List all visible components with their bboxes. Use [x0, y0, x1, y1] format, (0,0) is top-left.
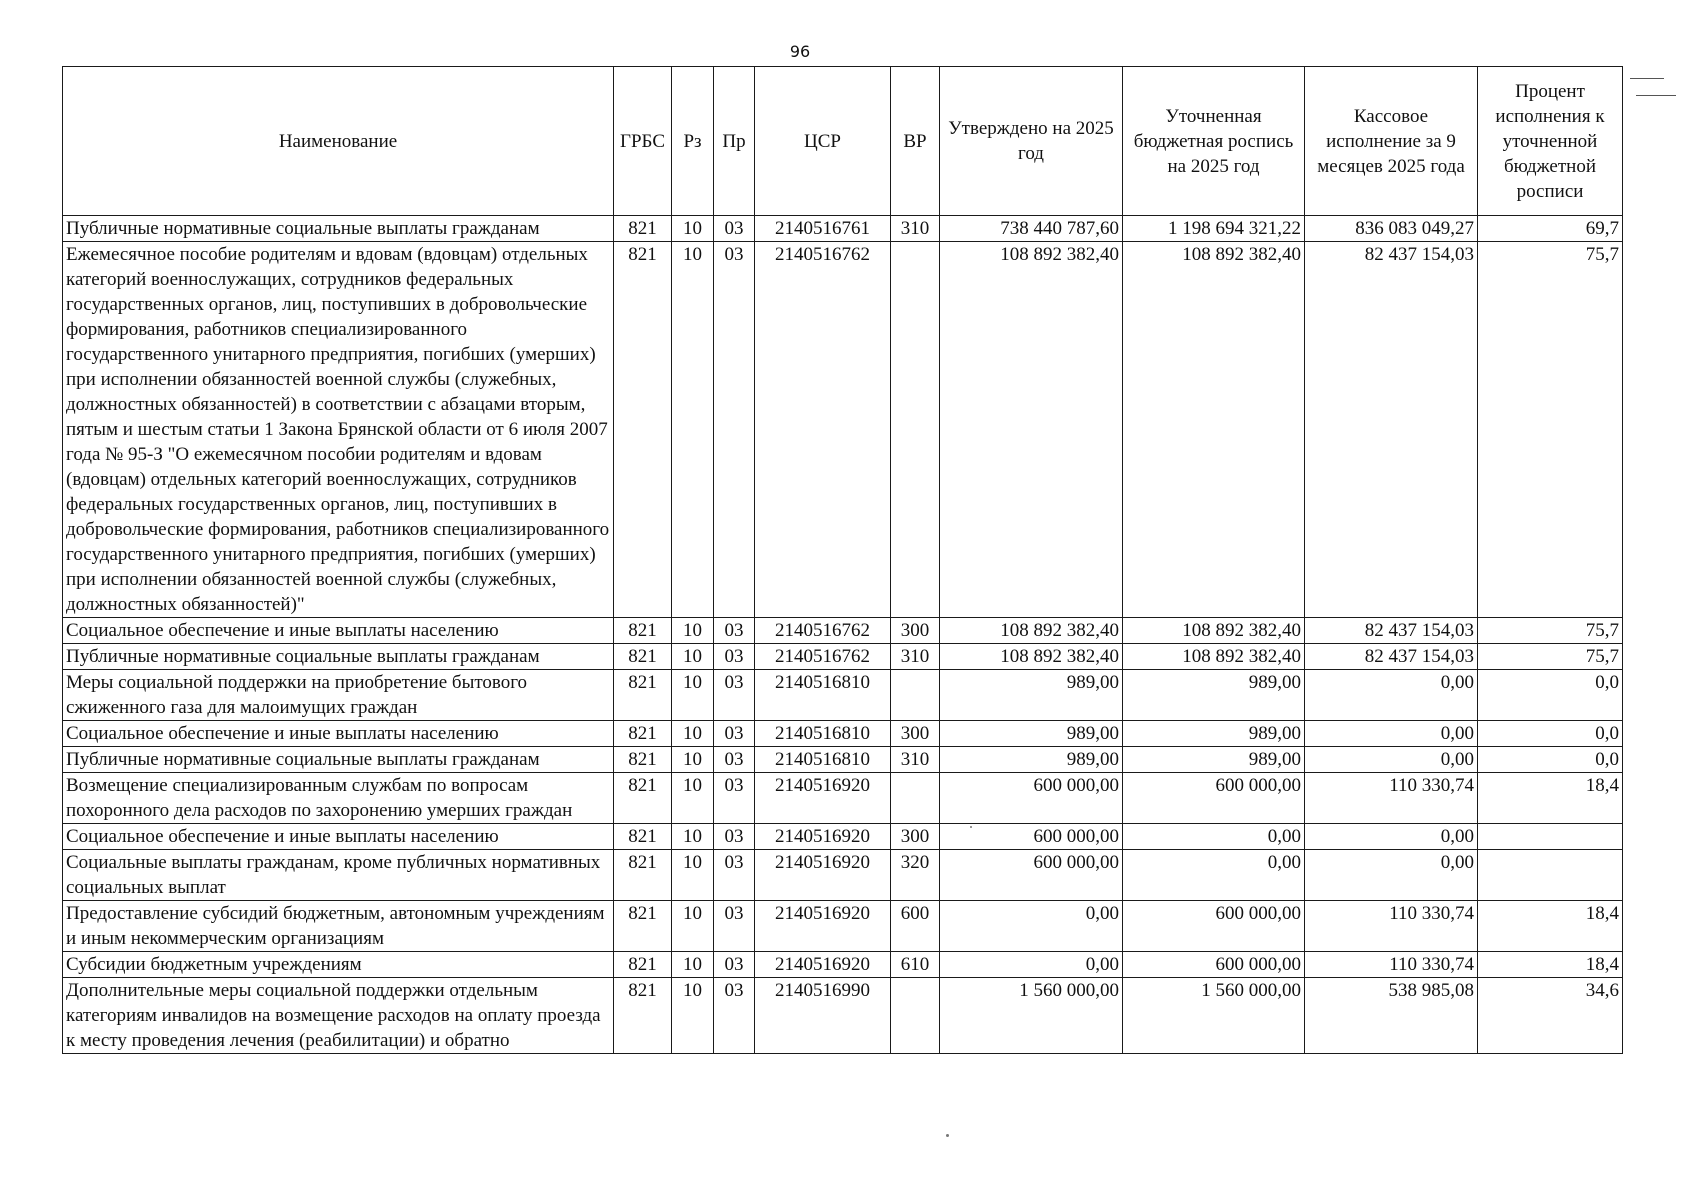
- row-rz: 10: [672, 242, 714, 618]
- row-name: Предоставление субсидий бюджетным, автономным учреждениям и иным некоммерческим организациям: [63, 901, 614, 952]
- table-row: [63, 216, 1623, 242]
- row-approved: 600 000,00: [940, 773, 1123, 824]
- row-name: Публичные нормативные социальные выплаты гражданам: [63, 644, 614, 670]
- row-percent: 75,7: [1478, 618, 1623, 644]
- row-approved: 1 560 000,00: [940, 978, 1123, 1054]
- row-vr: [891, 773, 940, 824]
- row-percent: 18,4: [1478, 901, 1623, 952]
- row-vr: [891, 242, 940, 618]
- row-grbs: 821: [614, 773, 672, 824]
- row-cash: 0,00: [1305, 824, 1478, 850]
- table-row: [63, 242, 1623, 618]
- row-name: Дополнительные меры социальной поддержки отдельным категориям инвалидов на возмещение расходов на оплату проезда к месту проведения лечения (реабилитации) и обратно: [63, 978, 614, 1054]
- row-approved: 600 000,00: [940, 824, 1123, 850]
- row-name: Меры социальной поддержки на приобретение бытового сжиженного газа для малоимущих граждан: [63, 670, 614, 721]
- row-vr: 610: [891, 952, 940, 978]
- row-approved: 0,00: [940, 901, 1123, 952]
- row-csr: 2140516920: [755, 773, 891, 824]
- row-refined: 0,00: [1123, 850, 1305, 901]
- row-approved: 108 892 382,40: [940, 644, 1123, 670]
- row-csr: 2140516762: [755, 644, 891, 670]
- table-row: [63, 618, 1623, 644]
- row-rz: 10: [672, 216, 714, 242]
- row-refined: 989,00: [1123, 721, 1305, 747]
- row-percent: 18,4: [1478, 773, 1623, 824]
- row-rz: 10: [672, 824, 714, 850]
- row-csr: 2140516920: [755, 850, 891, 901]
- row-vr: 310: [891, 644, 940, 670]
- row-name: Публичные нормативные социальные выплаты гражданам: [63, 747, 614, 773]
- table-row: [63, 824, 1623, 850]
- scan-dot: [946, 1134, 949, 1137]
- row-pr: 03: [714, 242, 755, 618]
- row-cash: 0,00: [1305, 721, 1478, 747]
- row-csr: 2140516762: [755, 242, 891, 618]
- header-percent: Процент исполнения к уточненной бюджетной росписи: [1478, 67, 1623, 216]
- row-rz: 10: [672, 721, 714, 747]
- row-grbs: 821: [614, 978, 672, 1054]
- row-name: Социальное обеспечение и иные выплаты населению: [63, 721, 614, 747]
- row-vr: 300: [891, 824, 940, 850]
- page-number: 96: [789, 42, 811, 61]
- header-cash: Кассовое исполнение за 9 месяцев 2025 года: [1305, 67, 1478, 216]
- row-vr: 310: [891, 216, 940, 242]
- row-rz: 10: [672, 952, 714, 978]
- row-name: Ежемесячное пособие родителям и вдовам (вдовцам) отдельных категорий военнослужащих, сотрудников федеральных государственных органов, лиц, поступивших в добровольческие формирования, работников специализированного государственного унитарного предприятия, погибших (умерших) при исполнении обязанностей военной службы (служебных, должностных обязанностей) в соответствии с абзацами вторым, пятым и шестым статьи 1 Закона Брянской области от 6 июля 2007 года № 95-З "О ежемесячном пособии родителям и вдовам (вдовцам) отдельных категорий военнослужащих, сотрудников федеральных государственных органов, лиц, поступивших в добровольческие формирования, работников специализированного государственного унитарного предприятия, погибших (умерших) при исполнении обязанностей военной службы (служебных, должностных обязанностей)": [63, 242, 614, 618]
- row-percent: 0,0: [1478, 721, 1623, 747]
- row-vr: 300: [891, 721, 940, 747]
- row-csr: 2140516762: [755, 618, 891, 644]
- row-name: Публичные нормативные социальные выплаты гражданам: [63, 216, 614, 242]
- row-approved: 738 440 787,60: [940, 216, 1123, 242]
- row-vr: 300: [891, 618, 940, 644]
- row-cash: 538 985,08: [1305, 978, 1478, 1054]
- row-cash: 0,00: [1305, 747, 1478, 773]
- row-percent: 0,0: [1478, 670, 1623, 721]
- row-approved: 0,00: [940, 952, 1123, 978]
- row-pr: 03: [714, 747, 755, 773]
- row-rz: 10: [672, 978, 714, 1054]
- row-grbs: 821: [614, 850, 672, 901]
- row-cash: 0,00: [1305, 850, 1478, 901]
- row-pr: 03: [714, 216, 755, 242]
- row-approved: 600 000,00: [940, 850, 1123, 901]
- row-grbs: 821: [614, 721, 672, 747]
- row-refined: 108 892 382,40: [1123, 618, 1305, 644]
- margin-mark: [1630, 78, 1664, 79]
- row-cash: 836 083 049,27: [1305, 216, 1478, 242]
- table-row: [63, 670, 1623, 721]
- row-percent: 75,7: [1478, 242, 1623, 618]
- row-pr: 03: [714, 670, 755, 721]
- row-grbs: 821: [614, 952, 672, 978]
- row-pr: 03: [714, 721, 755, 747]
- row-approved: 989,00: [940, 721, 1123, 747]
- row-vr: 310: [891, 747, 940, 773]
- row-csr: 2140516810: [755, 747, 891, 773]
- row-rz: 10: [672, 747, 714, 773]
- row-percent: 34,6: [1478, 978, 1623, 1054]
- row-cash: 110 330,74: [1305, 773, 1478, 824]
- row-approved: 989,00: [940, 670, 1123, 721]
- row-approved: 989,00: [940, 747, 1123, 773]
- row-percent: 18,4: [1478, 952, 1623, 978]
- row-refined: 108 892 382,40: [1123, 242, 1305, 618]
- header-grbs: ГРБС: [614, 67, 672, 216]
- row-csr: 2140516920: [755, 824, 891, 850]
- row-refined: 1 560 000,00: [1123, 978, 1305, 1054]
- row-vr: 320: [891, 850, 940, 901]
- header-refined: Уточненная бюджетная роспись на 2025 год: [1123, 67, 1305, 216]
- row-name: Социальное обеспечение и иные выплаты населению: [63, 618, 614, 644]
- row-rz: 10: [672, 901, 714, 952]
- row-vr: 600: [891, 901, 940, 952]
- row-grbs: 821: [614, 901, 672, 952]
- table-row: [63, 850, 1623, 901]
- row-csr: 2140516761: [755, 216, 891, 242]
- table-row: [63, 721, 1623, 747]
- header-pr: Пр: [714, 67, 755, 216]
- row-percent: 75,7: [1478, 644, 1623, 670]
- table-row: [63, 644, 1623, 670]
- row-pr: 03: [714, 978, 755, 1054]
- row-cash: 82 437 154,03: [1305, 242, 1478, 618]
- header-csr: ЦСР: [755, 67, 891, 216]
- row-refined: 108 892 382,40: [1123, 644, 1305, 670]
- header-vr: ВР: [891, 67, 940, 216]
- row-pr: 03: [714, 850, 755, 901]
- row-percent: 69,7: [1478, 216, 1623, 242]
- row-csr: 2140516920: [755, 901, 891, 952]
- row-grbs: 821: [614, 824, 672, 850]
- table-row: [63, 978, 1623, 1054]
- row-grbs: 821: [614, 618, 672, 644]
- row-refined: 600 000,00: [1123, 901, 1305, 952]
- row-cash: 0,00: [1305, 670, 1478, 721]
- row-rz: 10: [672, 670, 714, 721]
- row-pr: 03: [714, 824, 755, 850]
- row-vr: [891, 670, 940, 721]
- row-cash: 82 437 154,03: [1305, 644, 1478, 670]
- row-pr: 03: [714, 644, 755, 670]
- margin-mark: [1636, 95, 1676, 96]
- table-row: [63, 747, 1623, 773]
- row-grbs: 821: [614, 242, 672, 618]
- row-csr: 2140516920: [755, 952, 891, 978]
- row-percent: 0,0: [1478, 747, 1623, 773]
- row-rz: 10: [672, 618, 714, 644]
- table-row: [63, 952, 1623, 978]
- row-rz: 10: [672, 773, 714, 824]
- table-row: [63, 901, 1623, 952]
- row-refined: 989,00: [1123, 747, 1305, 773]
- row-cash: 110 330,74: [1305, 952, 1478, 978]
- row-pr: 03: [714, 618, 755, 644]
- row-refined: 0,00: [1123, 824, 1305, 850]
- row-refined: 600 000,00: [1123, 773, 1305, 824]
- row-name: Возмещение специализированным службам по вопросам похоронного дела расходов по захоронению умерших граждан: [63, 773, 614, 824]
- header-rz: Рз: [672, 67, 714, 216]
- row-grbs: 821: [614, 670, 672, 721]
- row-cash: 82 437 154,03: [1305, 618, 1478, 644]
- row-rz: 10: [672, 644, 714, 670]
- row-grbs: 821: [614, 644, 672, 670]
- row-percent: [1478, 824, 1623, 850]
- header-approved: Утверждено на 2025 год: [940, 67, 1123, 216]
- row-csr: 2140516810: [755, 670, 891, 721]
- row-refined: 989,00: [1123, 670, 1305, 721]
- row-approved: 108 892 382,40: [940, 618, 1123, 644]
- row-pr: 03: [714, 901, 755, 952]
- row-refined: 1 198 694 321,22: [1123, 216, 1305, 242]
- header-name: Наименование: [63, 67, 614, 216]
- row-cash: 110 330,74: [1305, 901, 1478, 952]
- budget-table: [62, 66, 1623, 1054]
- header-row: [63, 67, 1623, 216]
- row-approved: 108 892 382,40: [940, 242, 1123, 618]
- row-csr: 2140516990: [755, 978, 891, 1054]
- row-csr: 2140516810: [755, 721, 891, 747]
- row-grbs: 821: [614, 747, 672, 773]
- row-rz: 10: [672, 850, 714, 901]
- row-pr: 03: [714, 773, 755, 824]
- row-percent: [1478, 850, 1623, 901]
- row-name: Субсидии бюджетным учреждениям: [63, 952, 614, 978]
- row-pr: 03: [714, 952, 755, 978]
- row-name: Социальные выплаты гражданам, кроме публичных нормативных социальных выплат: [63, 850, 614, 901]
- row-grbs: 821: [614, 216, 672, 242]
- row-vr: [891, 978, 940, 1054]
- table-row: [63, 773, 1623, 824]
- row-refined: 600 000,00: [1123, 952, 1305, 978]
- row-name: Социальное обеспечение и иные выплаты населению: [63, 824, 614, 850]
